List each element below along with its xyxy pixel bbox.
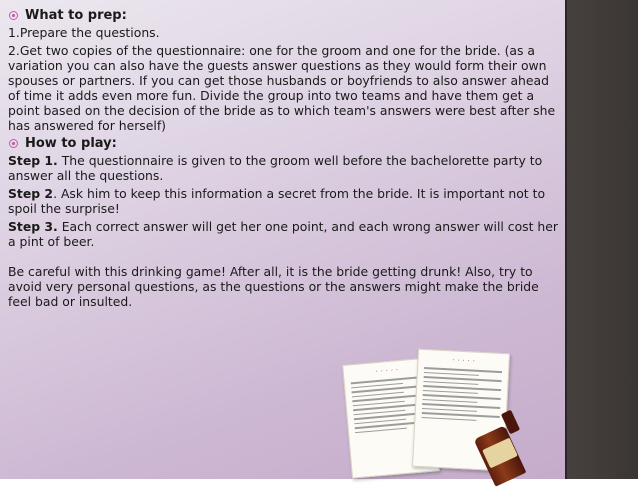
step-label: Step 3. (8, 219, 58, 234)
step-label: Step 1. (8, 153, 58, 168)
play-step (8, 219, 563, 249)
questionnaire-image (333, 337, 561, 479)
section-prep-heading (8, 8, 563, 23)
heading-text: How to play: (25, 136, 117, 151)
step-label: Step 2 (8, 186, 54, 201)
questionnaire-card: · · · · · (412, 349, 510, 472)
step-text: Each correct answer will get her one point, and each wrong answer will cost her a pint of beer. (8, 219, 558, 249)
prep-step-1: 1.Prepare the questions. (8, 25, 160, 40)
step-text: . Ask him to keep this information a secret from the bride. It is important not to spoil the surprise! (8, 186, 546, 216)
bullet-icon (9, 11, 18, 20)
questionnaire-card: · · · · · (342, 357, 440, 478)
prep-step-2: 2.Get two copies of the questionnaire: one for the groom and one for the bride. (as a variation you can also have the guests answer questions as they would form their own spouses or partners. If you can get those husbands or boyfriends to also answer ahead of time it adds even more fun. Divide the group into two teams and have them get a point based on the decision of the bride as to which team's answers were best after she has answered for herself) (8, 43, 556, 133)
slide-sidebar (565, 0, 638, 479)
bullet-icon (9, 139, 18, 148)
closing-paragraph: Be careful with this drinking game! After all, it is the bride getting drunk! Also, try to avoid very personal questions, as the questions or the answers might make the bride feel bad or insulted. (8, 264, 539, 309)
section-play-heading (8, 136, 563, 151)
slide-content (8, 8, 563, 312)
play-step (8, 186, 563, 216)
play-step (8, 153, 563, 183)
step-text: The questionnaire is given to the groom well before the bachelorette party to answer all the questions. (8, 153, 543, 183)
heading-text: What to prep: (25, 8, 127, 23)
